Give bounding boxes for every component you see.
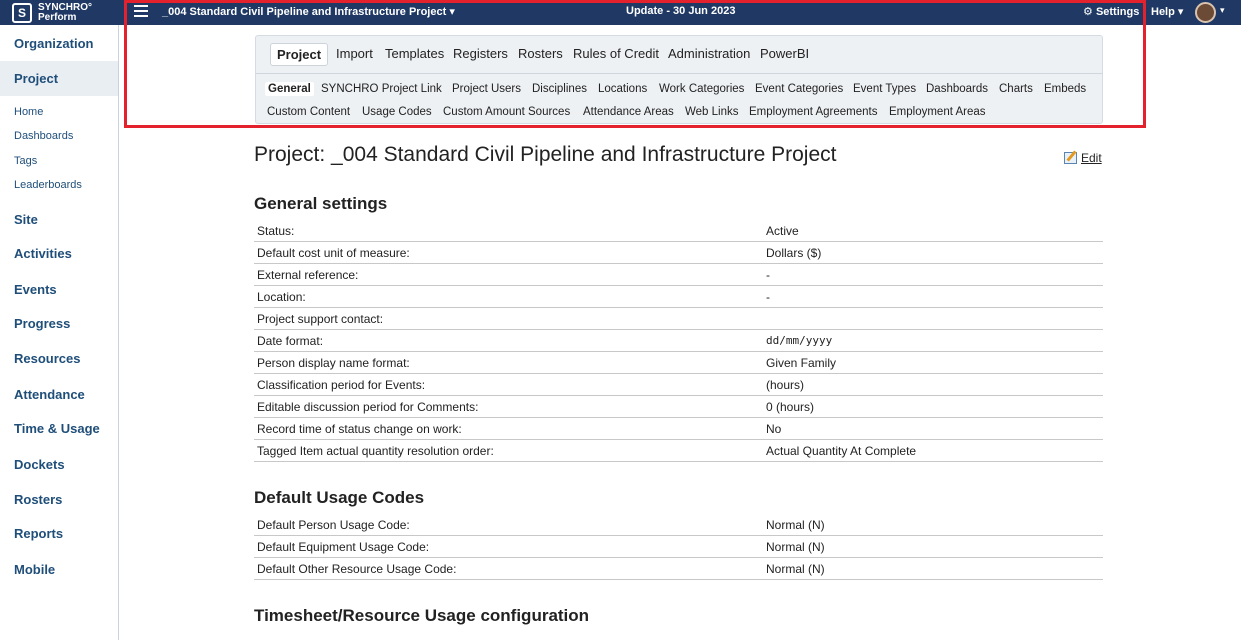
sidebar-subitem-dashboards[interactable]: Dashboards [14,130,74,142]
row-label: Record time of status change on work: [257,422,462,436]
table-row [254,374,1103,396]
general-settings-heading: General settings [254,194,388,213]
table-row [254,396,1103,418]
general-settings-table [254,220,1103,462]
help-label: Help [1151,6,1175,18]
sidebar-item-resources[interactable]: Resources [14,351,81,366]
logo-line-1: SYNCHRO° [38,1,93,13]
tab-import[interactable]: Import [336,46,373,61]
row-value: No [766,422,782,436]
sidebar-item-mobile[interactable]: Mobile [14,562,56,577]
sidebar-item-site[interactable]: Site [14,212,38,227]
sidebar-item-organization[interactable]: Organization [14,36,94,51]
subtab-general[interactable]: General [265,82,314,96]
row-label: Status: [257,224,295,238]
subtab-dashboards[interactable]: Dashboards [926,83,989,95]
row-label: Default cost unit of measure: [257,246,410,260]
subtab-employment-agreements[interactable]: Employment Agreements [749,106,878,118]
subtab-disciplines[interactable]: Disciplines [532,83,587,95]
tab-administration[interactable]: Administration [668,46,751,61]
sidebar-item-progress[interactable]: Progress [14,316,71,331]
row-value: (hours) [766,378,805,392]
synchro-perform-logo[interactable] [0,0,118,25]
subtab-locations[interactable]: Locations [598,83,648,95]
settings-button[interactable] [1083,5,1139,18]
chevron-down-icon: ▾ [449,6,455,18]
row-label: External reference: [257,268,359,282]
row-label: Default Other Resource Usage Code: [257,562,457,576]
row-value: Actual Quantity At Complete [766,444,917,458]
table-row [254,440,1103,462]
edit-link[interactable] [1064,151,1102,165]
row-label: Person display name format: [257,356,410,370]
primary-tab-row [256,36,1102,74]
subtab-custom-amount-sources[interactable]: Custom Amount Sources [443,106,571,118]
table-row [254,220,1103,242]
tab-powerbi[interactable]: PowerBI [760,46,810,61]
sidebar [0,25,119,640]
row-value: Normal (N) [766,562,825,576]
tab-templates[interactable]: Templates [385,46,445,61]
tab-rules-of-credit[interactable]: Rules of Credit [573,46,659,61]
table-row [254,242,1103,264]
sidebar-subitem-home[interactable]: Home [14,106,44,118]
edit-label: Edit [1081,151,1102,165]
subtab-usage-codes[interactable]: Usage Codes [362,106,432,118]
subtab-event-types[interactable]: Event Types [853,83,917,95]
row-value: Given Family [766,356,837,370]
table-row [254,514,1103,536]
table-row [254,264,1103,286]
row-value: Normal (N) [766,518,825,532]
subtab-event-categories[interactable]: Event Categories [755,83,844,95]
subtab-attendance-areas[interactable]: Attendance Areas [583,106,674,118]
row-label: Tagged Item actual quantity resolution order: [257,444,494,458]
chevron-down-icon: ▾ [1177,6,1184,18]
sidebar-item-project[interactable]: Project [14,71,59,86]
help-menu[interactable] [1151,5,1183,18]
table-row [254,352,1103,374]
project-tab-panel [255,35,1103,124]
menu-icon[interactable] [134,5,148,17]
table-row [254,308,1103,330]
row-label: Editable discussion period for Comments: [257,400,479,414]
avatar[interactable] [1195,2,1216,23]
subtab-project-users[interactable]: Project Users [452,83,522,95]
subtab-employment-areas[interactable]: Employment Areas [889,106,986,118]
row-value: Normal (N) [766,540,825,554]
row-label: Date format: [257,334,324,348]
row-label: Classification period for Events: [257,378,426,392]
project-selector[interactable] [162,5,455,18]
chevron-down-icon[interactable]: ▾ [1220,5,1225,15]
synchro-logo-icon: S [12,3,32,23]
logo-line-2: Perform [38,11,77,23]
table-row [254,536,1103,558]
tab-registers[interactable]: Registers [453,46,508,61]
row-label: Default Equipment Usage Code: [257,540,430,554]
row-value: Active [766,224,799,238]
sidebar-subitem-leaderboards[interactable]: Leaderboards [14,179,82,191]
row-label: Location: [257,290,306,304]
sidebar-item-reports[interactable]: Reports [14,526,64,541]
row-label: Project support contact: [257,312,384,326]
sidebar-item-activities[interactable]: Activities [14,246,72,261]
tab-project[interactable]: Project [270,43,328,66]
row-value: dd/mm/yyyy [766,334,833,347]
subtab-charts[interactable]: Charts [999,83,1033,95]
settings-label: Settings [1095,6,1140,18]
default-usage-codes-heading: Default Usage Codes [254,488,425,507]
top-navigation-bar [0,0,1241,25]
subtab-work-categories[interactable]: Work Categories [659,83,745,95]
timesheet-config-heading: Timesheet/Resource Usage configuration [254,606,590,625]
sidebar-item-time-usage[interactable]: Time & Usage [14,421,100,436]
edit-icon [1064,152,1077,164]
sidebar-item-events[interactable]: Events [14,282,57,297]
sidebar-subitem-tags[interactable]: Tags [14,155,38,167]
update-banner: Update - 30 Jun 2023 [626,5,736,17]
page-title: Project: _004 Standard Civil Pipeline and Infrastructure Project [254,143,837,166]
logo-text [38,3,92,23]
table-row [254,330,1103,352]
tab-rosters[interactable]: Rosters [518,46,563,61]
row-value: - [766,268,770,282]
sidebar-item-dockets[interactable]: Dockets [14,457,65,472]
row-value: - [766,290,770,304]
sidebar-item-attendance[interactable]: Attendance [14,387,85,402]
sidebar-item-rosters[interactable]: Rosters [14,492,63,507]
subtab-custom-content[interactable]: Custom Content [267,106,351,118]
subtab-web-links[interactable]: Web Links [685,106,739,118]
subtab-embeds[interactable]: Embeds [1044,83,1087,95]
project-selector-label: _004 Standard Civil Pipeline and Infrastructure Project [162,6,447,18]
gear-icon: ⚙ [1083,6,1093,18]
subtab-synchro-project-link[interactable]: SYNCHRO Project Link [321,83,442,95]
default-usage-codes-table [254,514,1103,580]
table-row [254,558,1103,580]
table-row [254,286,1103,308]
row-value: 0 (hours) [766,400,815,414]
row-label: Default Person Usage Code: [257,518,410,532]
row-value: Dollars ($) [766,246,822,260]
table-row [254,418,1103,440]
